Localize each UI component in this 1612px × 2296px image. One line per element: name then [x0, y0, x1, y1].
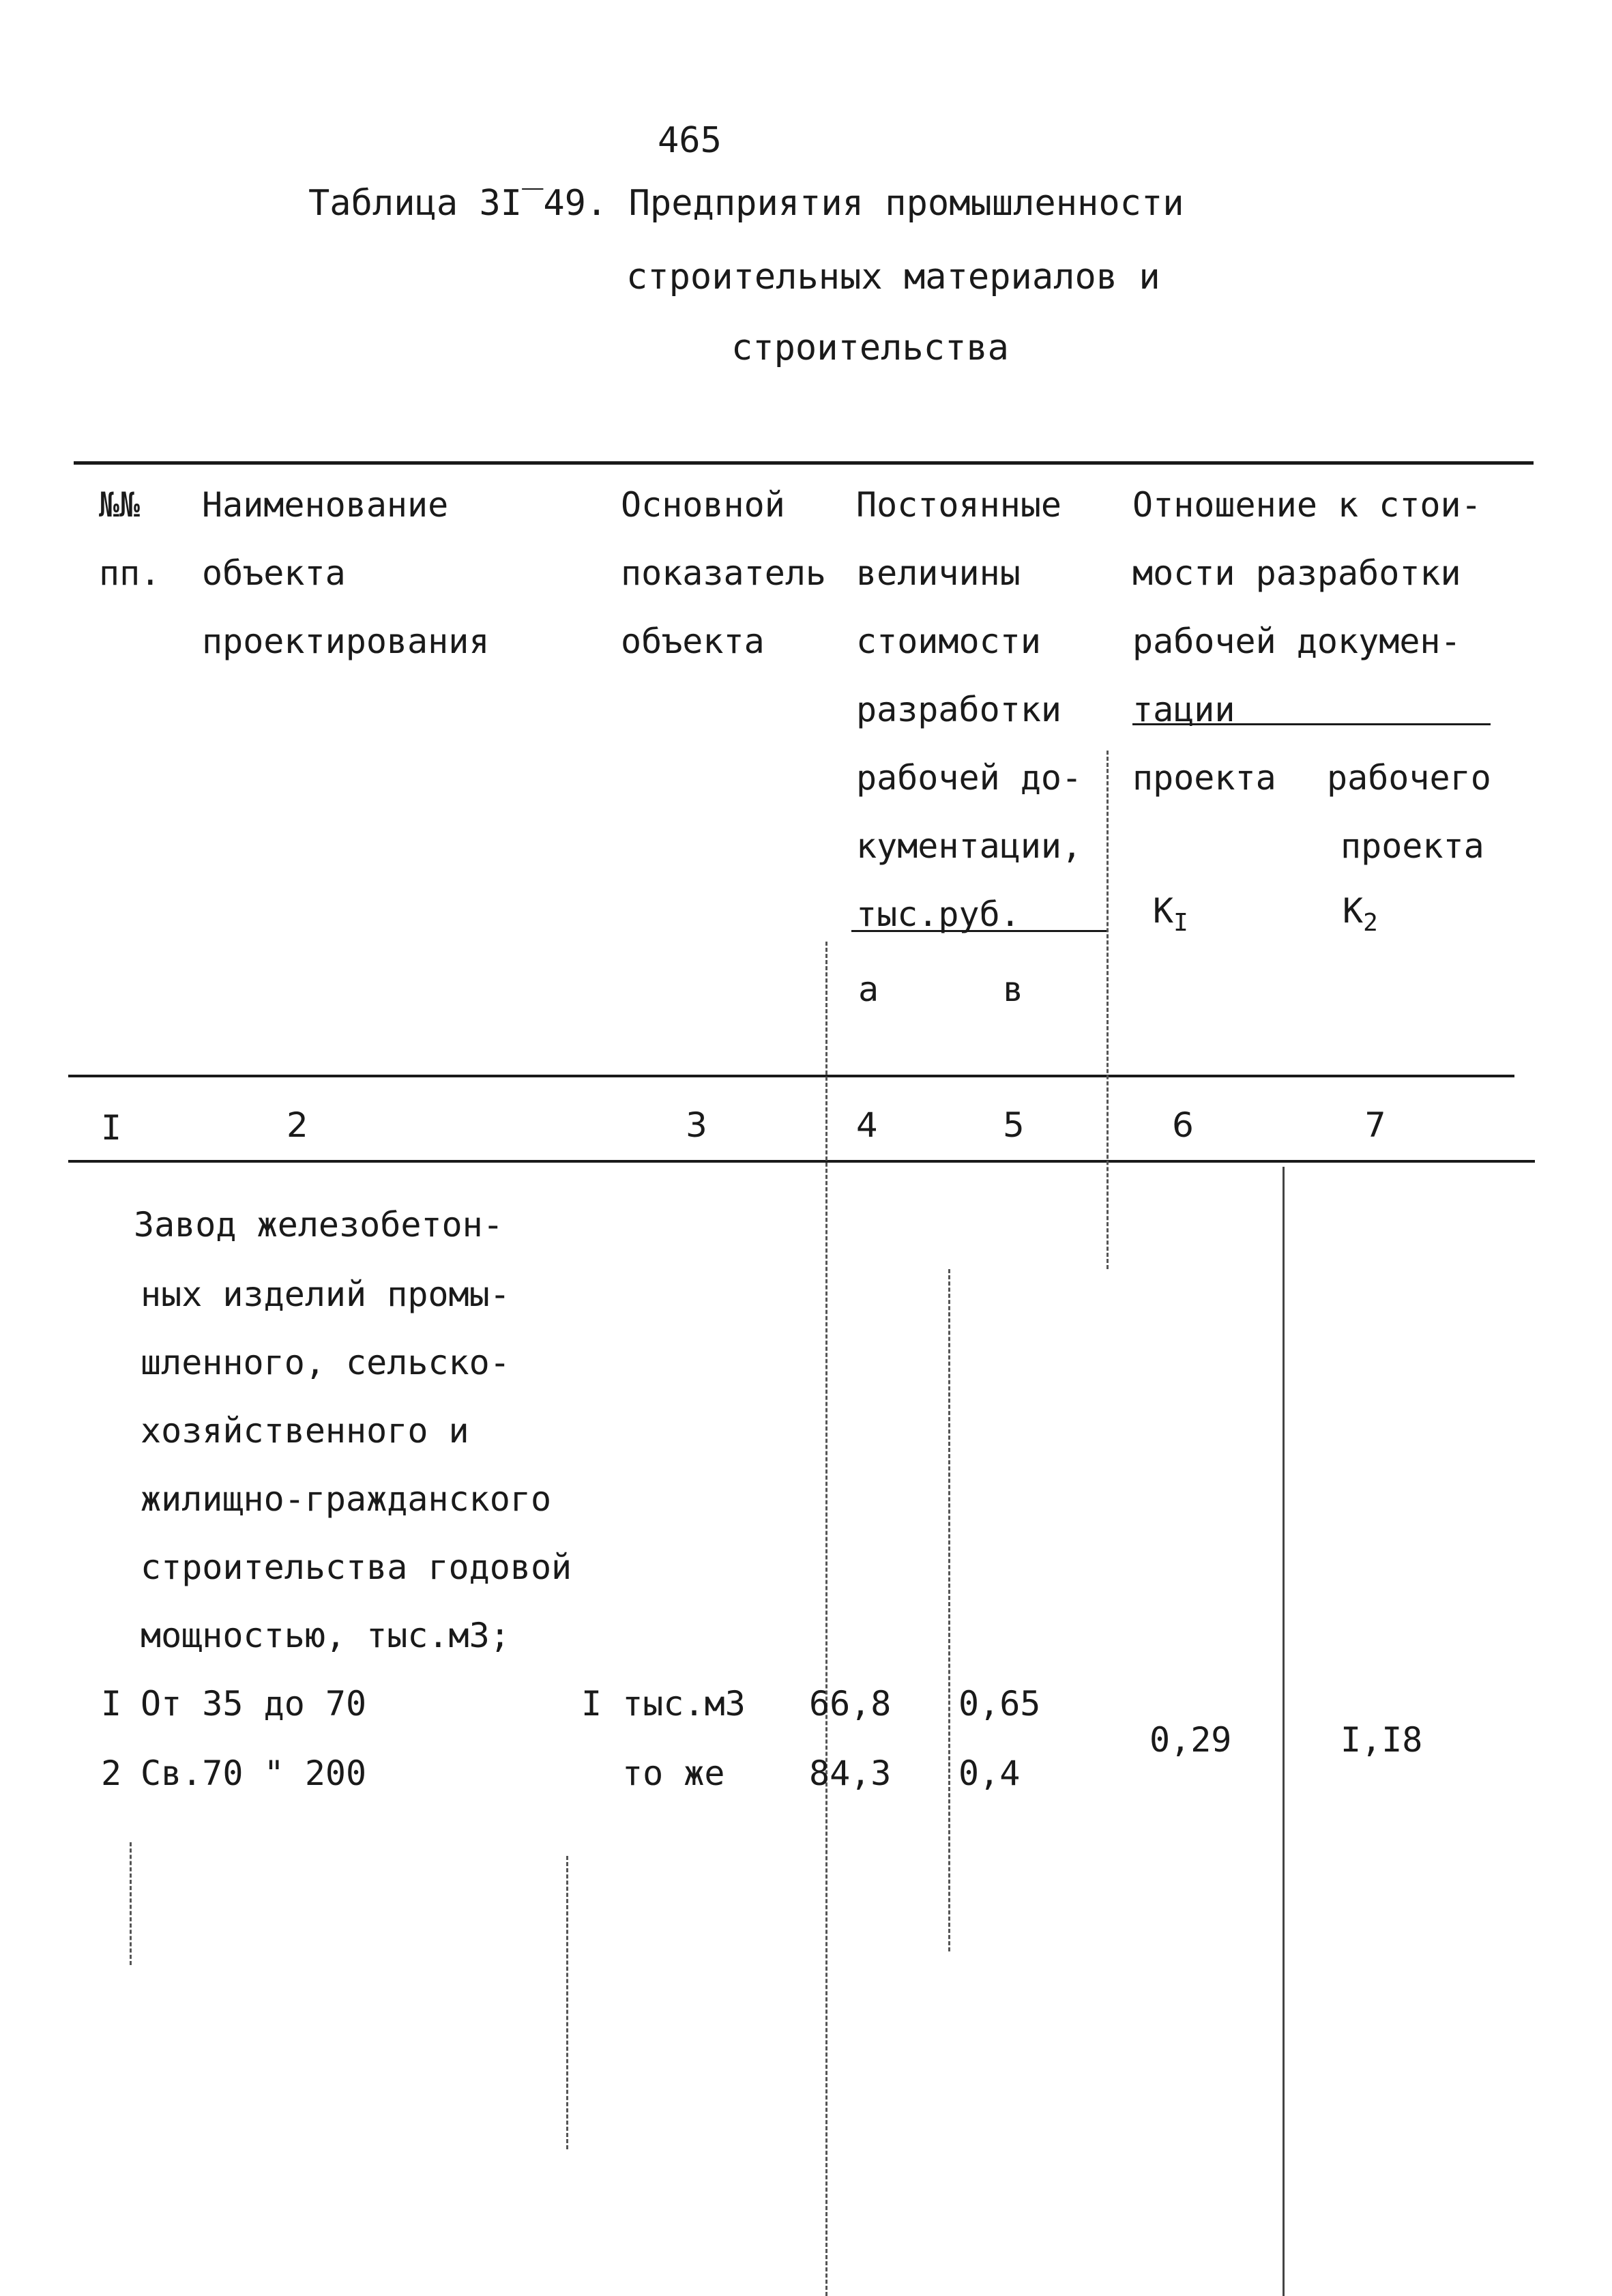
header-col1-line2: пп.: [99, 553, 161, 593]
col6-separator: [1107, 751, 1109, 1269]
header-bottom-rule: [68, 1075, 1514, 1077]
col-number-5: 5: [1003, 1105, 1025, 1145]
header-col45-line6: кументации,: [856, 826, 1083, 866]
col-number-6: 6: [1172, 1105, 1194, 1145]
group-line-1: Завод железобетон-: [134, 1205, 503, 1245]
header-col3-line3: объекта: [621, 622, 765, 661]
group-line-4: хозяйственного и: [141, 1411, 469, 1451]
group-line-3: шленного, сельско-: [141, 1343, 510, 1382]
header-col4-sub: а: [858, 970, 879, 1009]
header-col7-sub-line1: рабочего: [1327, 758, 1491, 798]
shared-k1-value: 0,29: [1149, 1720, 1232, 1760]
col-number-2: 2: [287, 1105, 308, 1145]
row2-indicator: то же: [622, 1754, 725, 1793]
row2-value-b: 0,4: [958, 1754, 1021, 1793]
col-number-1: I: [101, 1108, 122, 1148]
header-col67-line4: тации: [1132, 690, 1235, 729]
header-col45-line4: разработки: [856, 690, 1062, 729]
header-col2-line2: объекта: [202, 553, 346, 593]
group-line-2: ных изделий промы-: [141, 1275, 510, 1314]
header-col7-sub-line2: проекта: [1340, 826, 1484, 866]
row2-name: Св.70 " 200: [141, 1754, 367, 1793]
header-col45-line1: Постоянные: [856, 485, 1062, 525]
row1-value-a: 66,8: [809, 1684, 892, 1724]
group-line-7: мощностью, тыс.м3;: [141, 1616, 510, 1655]
table-title-line3: строительства: [731, 328, 1009, 368]
group-line-5: жилищно-гражданского: [141, 1479, 552, 1519]
table-title: Таблица 3I‾49. Предприятия промышленности: [308, 183, 1184, 224]
header-k1: $К_I$: [1153, 891, 1188, 937]
group-line-6: строительства годовой: [141, 1547, 572, 1587]
header-col1-line1: №№: [99, 485, 141, 525]
col-number-7: 7: [1364, 1105, 1386, 1145]
header-col67-line2: мости разработки: [1132, 553, 1461, 593]
table-title-line2: строительных материалов и: [626, 257, 1160, 297]
header-col45-line7: тыс.руб.: [856, 895, 1021, 934]
header-col67-line3: рабочей докумен-: [1132, 622, 1461, 661]
header-col2-line1: Наименование: [202, 485, 449, 525]
col7-separator: [1283, 1167, 1285, 2296]
header-col45-line5: рабочей до-: [856, 758, 1083, 798]
row1-num: I: [101, 1684, 122, 1724]
shared-k2-value: I,I8: [1340, 1720, 1423, 1760]
header-col45-line2: величины: [856, 553, 1021, 593]
column-numbers-rule: [68, 1160, 1535, 1163]
header-col45-line3: стоимости: [856, 622, 1041, 661]
row1-name: От 35 до 70: [141, 1684, 367, 1724]
table-top-rule: [74, 461, 1534, 465]
col-number-3: 3: [686, 1105, 707, 1145]
header-col6-sub: проекта: [1132, 758, 1276, 798]
header-k2: $К_2$: [1343, 891, 1378, 937]
col4-separator: [825, 942, 827, 2296]
col-number-4: 4: [856, 1105, 878, 1145]
row1-value-b: 0,65: [958, 1684, 1041, 1724]
header-col3-line1: Основной: [621, 485, 785, 525]
header-col5-sub: в: [1003, 970, 1024, 1009]
header-col3-line2: показатель: [621, 553, 827, 593]
header-col67-line1: Отношение к стои-: [1132, 485, 1482, 525]
col2-separator: [130, 1842, 132, 1965]
row2-num: 2: [101, 1754, 122, 1793]
header-col2-line3: проектирования: [202, 622, 490, 661]
row1-indicator: I тыс.м3: [581, 1684, 746, 1724]
col5-separator: [948, 1269, 950, 1951]
col3-separator: [566, 1856, 568, 2149]
row2-value-a: 84,3: [809, 1754, 892, 1793]
page-number: 465: [658, 120, 722, 161]
